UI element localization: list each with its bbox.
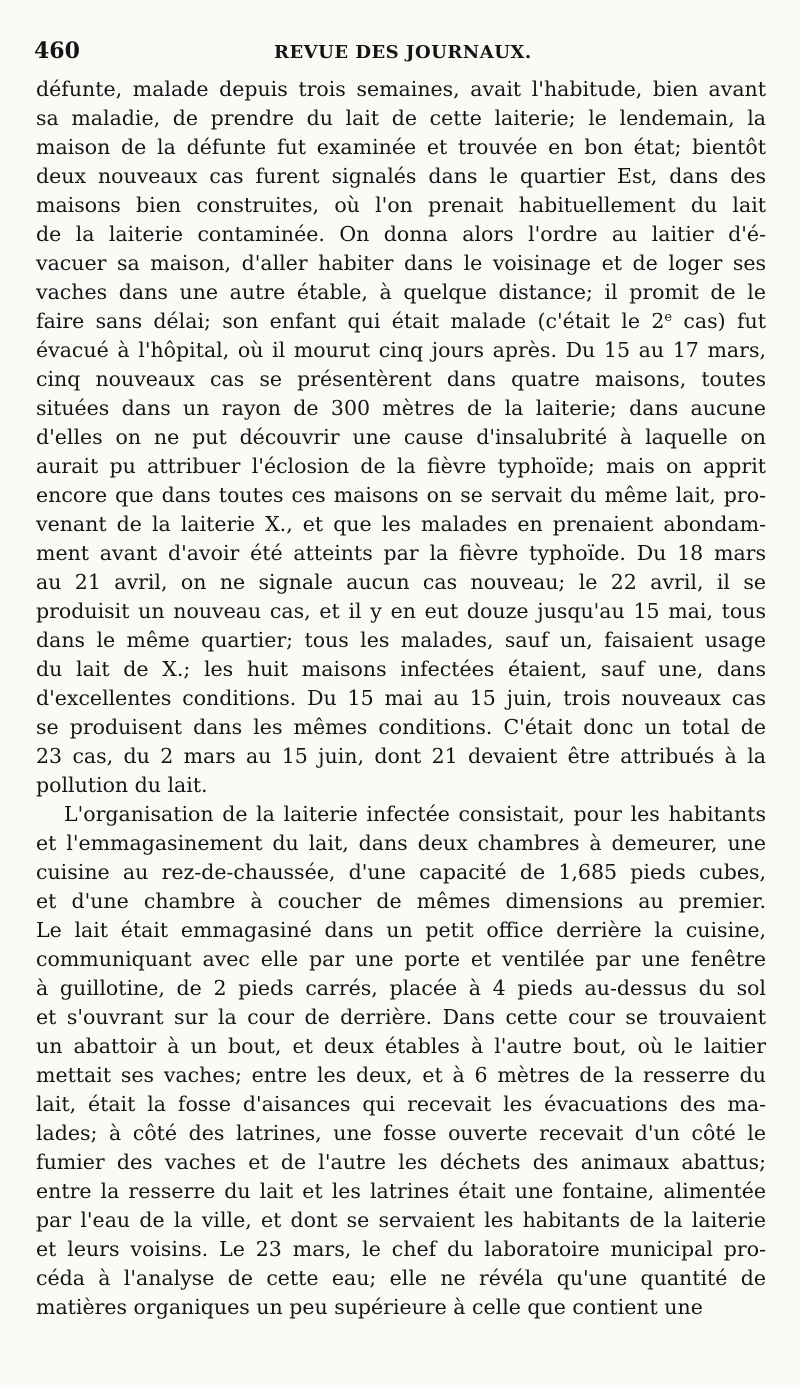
text-line: entre la resserre du lait et les latrines était une fontaine, alimentée [36,1179,766,1203]
text-line: et leurs voisins. Le 23 mars, le chef du laboratoire municipal pro- [36,1237,766,1261]
text-line: communiquant avec elle par une porte et ventilée par une fenêtre [36,947,766,971]
text-line: du lait de X.; les huit maisons infectées étaient, sauf une, dans [36,657,766,681]
text-line: vaches dans une autre étable, à quelque distance; il promit de le [36,280,766,304]
text-line: céda à l'analyse de cette eau; elle ne révéla qu'une quantité de [36,1266,766,1290]
text-line: faire sans délai; son enfant qui était malade (c'était le 2e cas) fut [36,309,766,333]
page-number: 460 [34,38,80,64]
text-line: fumier des vaches et de l'autre les déchets des animaux abattus; [36,1150,766,1174]
text-line: évacué à l'hôpital, où il mourut cinq jours après. Du 15 au 17 mars, [36,338,766,362]
text-line: mettait ses vaches; entre les deux, et à 6 mètres de la resserre du [36,1063,766,1087]
page-header [34,38,764,68]
text-line: encore que dans toutes ces maisons on se servait du même lait, pro- [36,483,766,507]
text-line: cuisine au rez-de-chaussée, d'une capacité de 1,685 pieds cubes, [36,860,766,884]
text-line: maisons bien construites, où l'on prenait habituellement du lait [36,193,766,217]
text-line: d'elles on ne put découvrir une cause d'insalubrité à laquelle on [36,425,766,449]
text-line: défunte, malade depuis trois semaines, avait l'habitude, bien avant [36,77,766,101]
text-line: et s'ouvrant sur la cour de derrière. Dans cette cour se trouvaient [36,1005,766,1029]
text-line: lait, était la fosse d'aisances qui recevait les évacuations des ma- [36,1092,766,1116]
text-line: cinq nouveaux cas se présentèrent dans quatre maisons, toutes [36,367,766,391]
text-line: par l'eau de la ville, et dont se servaient les habitants de la laiterie [36,1208,766,1232]
text-line: un abattoir à un bout, et deux étables à l'autre bout, où le laitier [36,1034,766,1058]
text-line: situées dans un rayon de 300 mètres de la laiterie; dans aucune [36,396,766,420]
text-line: se produisent dans les mêmes conditions. C'était donc un total de [36,715,766,739]
text-line: de la laiterie contaminée. On donna alors l'ordre au laitier d'é- [36,222,766,246]
text-line: et l'emmagasinement du lait, dans deux chambres à demeurer, une [36,831,766,855]
text-line: à guillotine, de 2 pieds carrés, placée à 4 pieds au-dessus du sol [36,976,766,1000]
text-line: et d'une chambre à coucher de mêmes dimensions au premier. [36,889,766,913]
text-line: pollution du lait. [36,773,208,797]
text-line: d'excellentes conditions. Du 15 mai au 15 juin, trois nouveaux cas [36,686,766,710]
text-line: aurait pu attribuer l'éclosion de la fièvre typhoïde; mais on apprit [36,454,766,478]
text-line: sa maladie, de prendre du lait de cette laiterie; le lendemain, la [36,106,766,130]
text-line: lades; à côté des latrines, une fosse ouverte recevait d'un côté le [36,1121,766,1145]
text-line: L'organisation de la laiterie infectée consistait, pour les habitants [64,802,766,826]
running-head: REVUE DES JOURNAUX. [274,42,532,63]
text-line: matières organiques un peu supérieure à celle que contient une [36,1295,703,1319]
text-line: dans le même quartier; tous les malades, sauf un, faisaient usage [36,628,766,652]
text-line: vacuer sa maison, d'aller habiter dans le voisinage et de loger ses [36,251,766,275]
text-line: deux nouveaux cas furent signalés dans le quartier Est, dans des [36,164,766,188]
text-line: produisit un nouveau cas, et il y en eut douze jusqu'au 15 mai, tous [36,599,766,623]
text-line: 23 cas, du 2 mars au 15 juin, dont 21 devaient être attribués à la [36,744,766,768]
text-line: ment avant d'avoir été atteints par la fièvre typhoïde. Du 18 mars [36,541,766,565]
text-line: maison de la défunte fut examinée et trouvée en bon état; bientôt [36,135,766,159]
body-text [36,75,766,1322]
text-line: venant de la laiterie X., et que les malades en prenaient abondam- [36,512,766,536]
text-line: au 21 avril, on ne signale aucun cas nouveau; le 22 avril, il se [36,570,766,594]
text-line: Le lait était emmagasiné dans un petit office derrière la cuisine, [36,918,766,942]
